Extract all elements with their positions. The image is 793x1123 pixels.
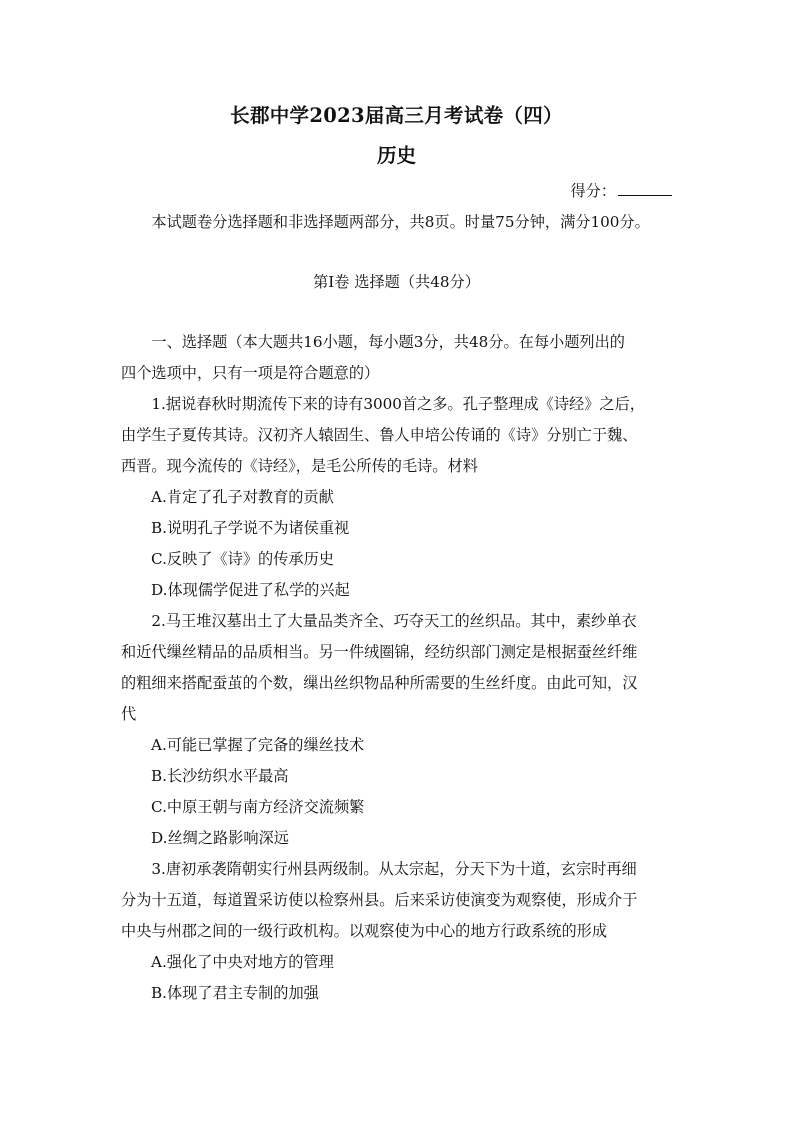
- score-blank: [618, 181, 672, 196]
- exam-title: 长郡中学2023届高三月考试卷（四）: [230, 104, 563, 127]
- question-stem-line: 和近代缫丝精品的品质相当。另一件绒圈锦，经纺织部门测定是根据蚕丝纤维: [121, 643, 638, 661]
- instructions-line: 一、选择题（本大题共16小题，每小题3分，共48分。在每小题列出的: [151, 333, 625, 351]
- question-stem-line: 代: [121, 705, 137, 723]
- answer-option: B.说明孔子学说不为诸侯重视: [151, 519, 350, 537]
- instructions-line: 四个选项中，只有一项是符合题意的）: [121, 364, 380, 382]
- subject-title: 历史: [376, 144, 416, 167]
- section-title: 第Ⅰ卷 选择题（共48分）: [313, 273, 480, 291]
- answer-option: A.肯定了孔子对教育的贡献: [151, 488, 334, 506]
- question-stem-line: 由学生子夏传其诗。汉初齐人辕固生、鲁人申培公传诵的《诗》分别亡于魏、: [121, 426, 638, 444]
- answer-option: C.反映了《诗》的传承历史: [151, 550, 334, 568]
- score-field: [570, 180, 672, 201]
- question-stem-line: 1.据说春秋时期流传下来的诗有3000首之多。孔子整理成《诗经》之后，: [151, 395, 645, 413]
- score-label: 得分：: [570, 182, 616, 200]
- answer-option: A.可能已掌握了完备的缫丝技术: [151, 736, 365, 754]
- answer-option: D.丝绸之路影响深远: [151, 829, 289, 847]
- answer-option: B.长沙纺织水平最高: [151, 767, 289, 785]
- question-stem-line: 分为十五道，每道置采访使以检察州县。后来采访使演变为观察使，形成介于: [121, 891, 638, 909]
- answer-option: C.中原王朝与南方经济交流频繁: [151, 798, 365, 816]
- question-stem-line: 3.唐初承袭隋朝实行州县两级制。从太宗起，分天下为十道，玄宗时再细: [151, 860, 637, 878]
- question-stem-line: 西晋。现今流传的《诗经》，是毛公所传的毛诗。材料: [121, 457, 478, 475]
- question-body: [121, 327, 672, 1009]
- question-stem-line: 2.马王堆汉墓出土了大量品类齐全、巧夺天工的丝织品。其中，素纱单衣: [151, 612, 637, 630]
- question-stem-line: 的粗细来搭配蚕茧的个数，缫出丝织物品种所需要的生丝纤度。由此可知，汉: [121, 674, 638, 692]
- answer-option: B.体现了君主专制的加强: [151, 984, 319, 1002]
- answer-option: A.强化了中央对地方的管理: [151, 953, 334, 971]
- exam-intro: 本试题卷分选择题和非选择题两部分，共8页。时量75分钟，满分100分。: [151, 213, 650, 231]
- question-stem-line: 中央与州郡之间的一级行政机构。以观察使为中心的地方行政系统的形成: [121, 922, 607, 940]
- answer-option: D.体现儒学促进了私学的兴起: [151, 581, 350, 599]
